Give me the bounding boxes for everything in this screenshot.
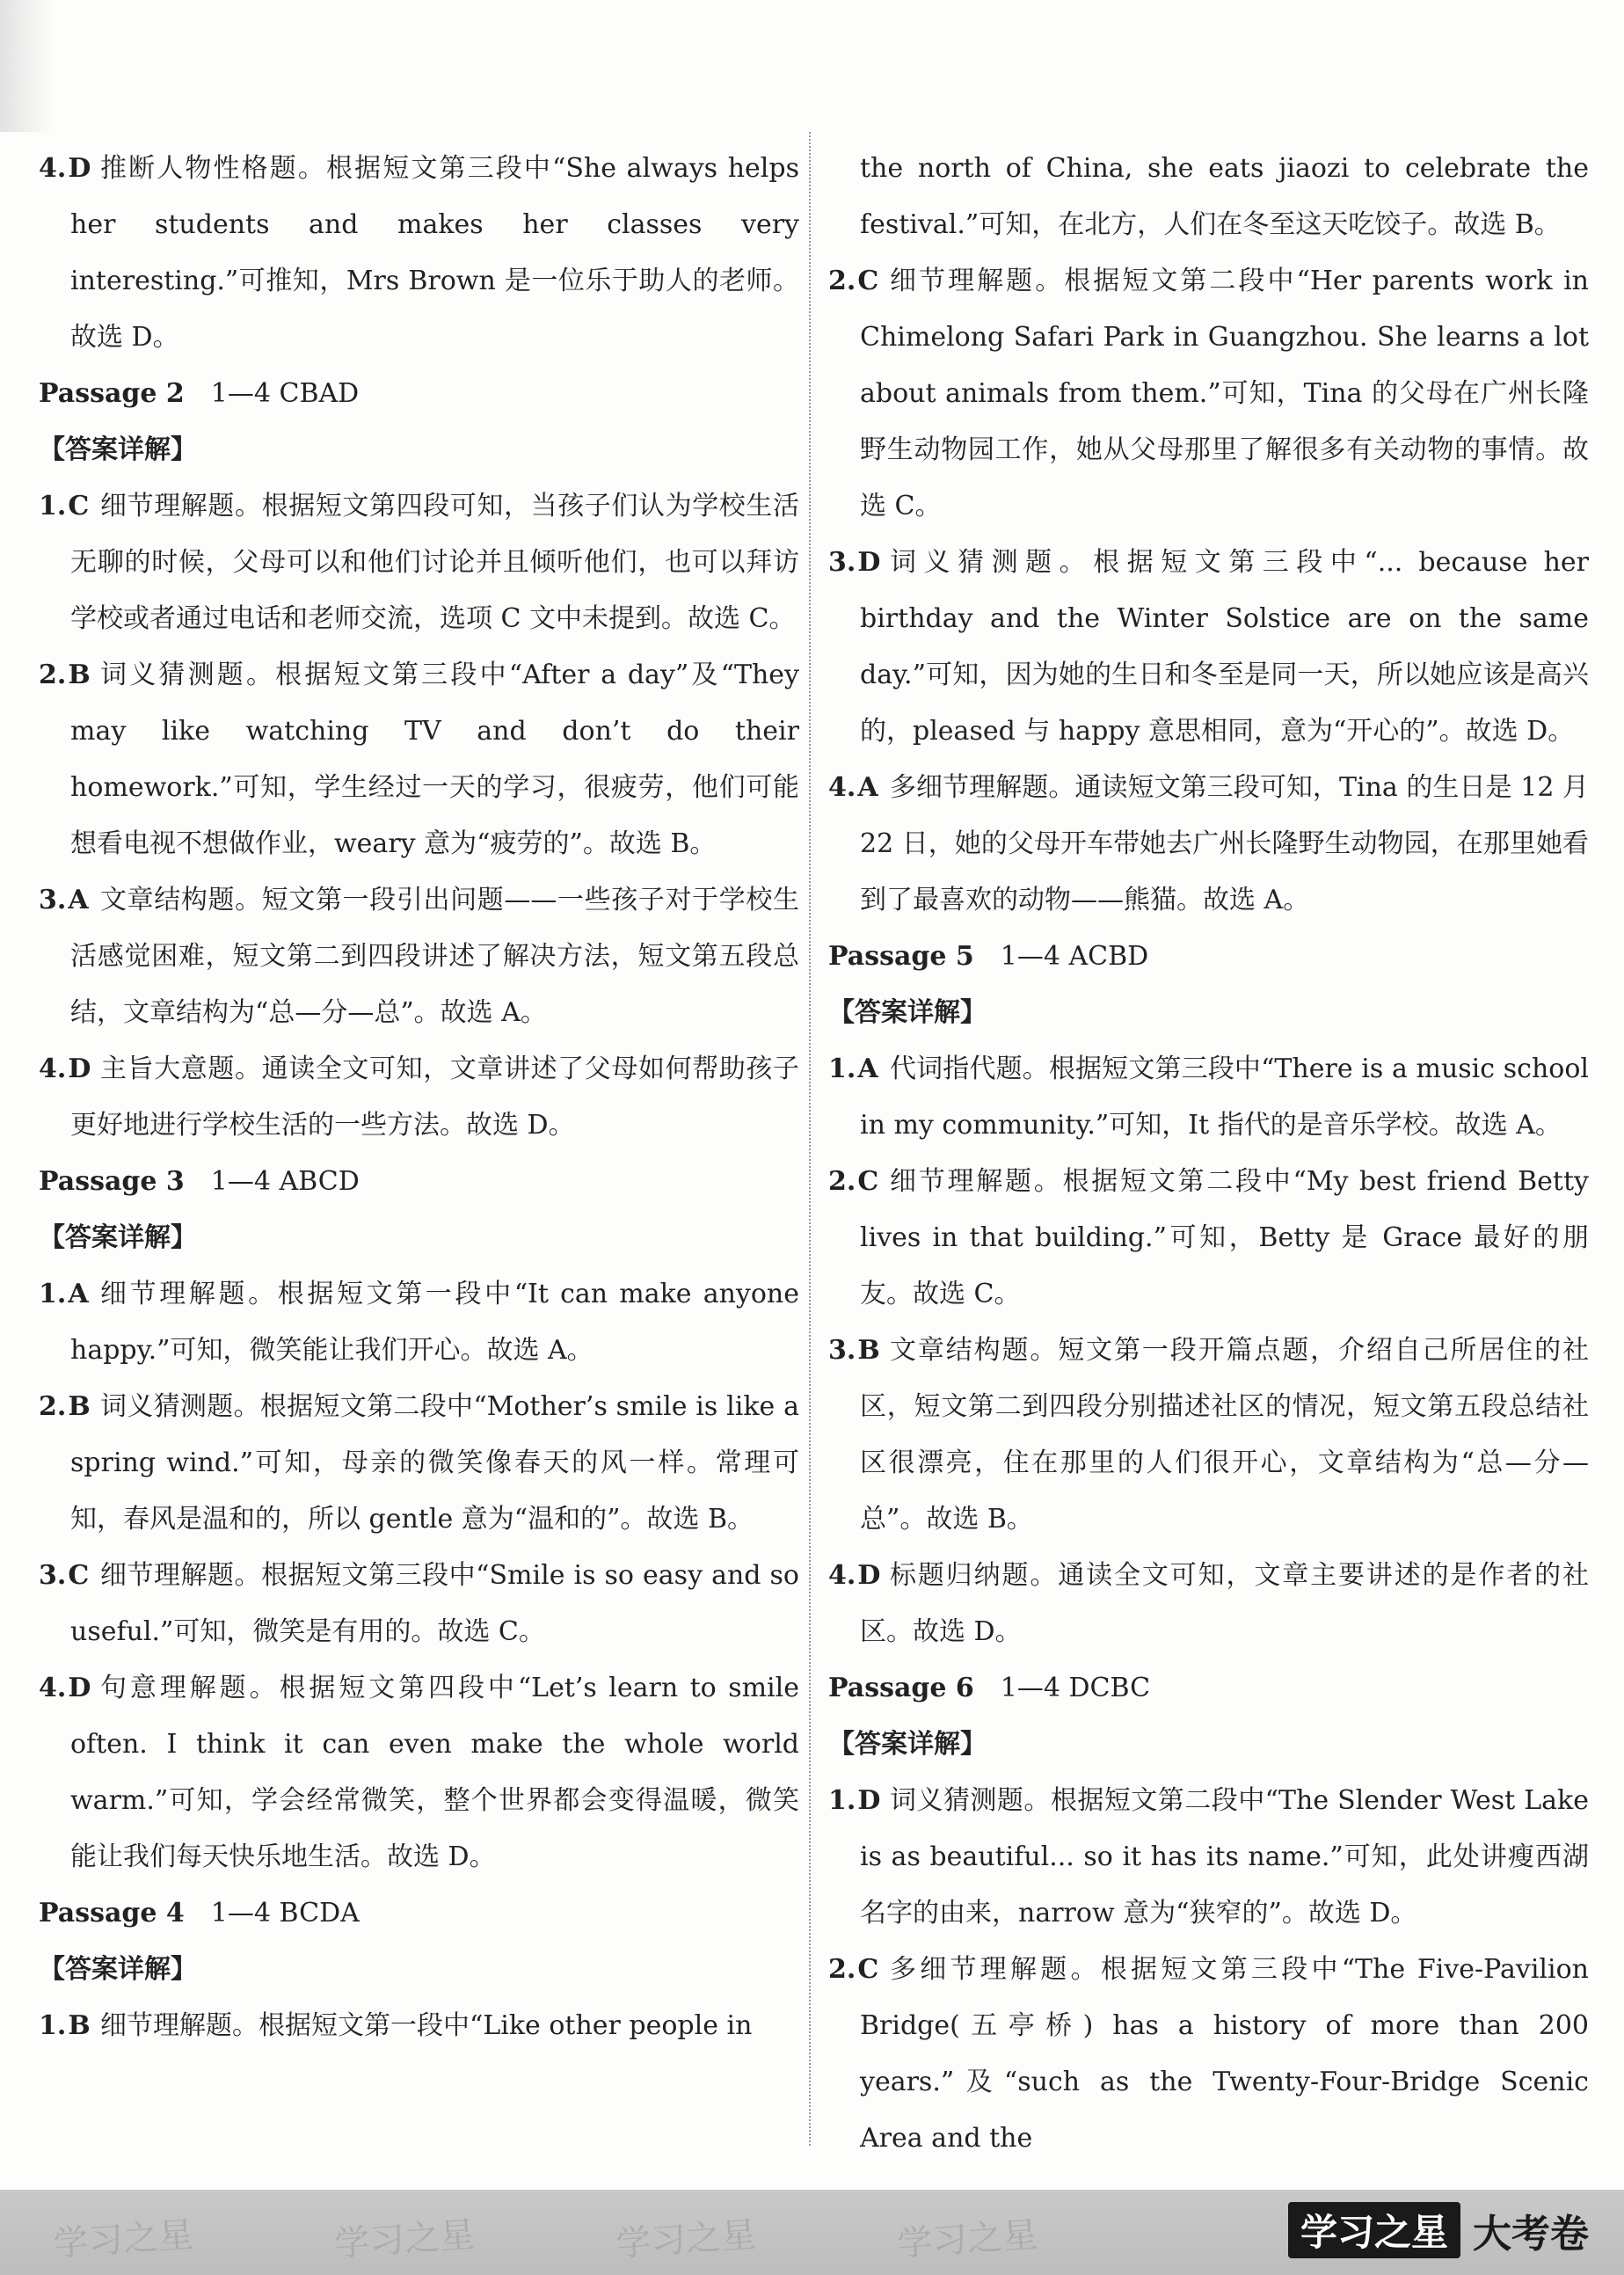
explanation-text: 多细节理解题。根据短文第三段中“The Five-Pavilion Bridge(五亭桥) has a history of more than 200 years.”及“such as the Twenty-Four-Bridge Scenic Area and the bbox=[860, 1954, 1589, 2154]
question-index: 1. bbox=[828, 1785, 856, 1816]
answer-explanation bbox=[39, 1041, 799, 1154]
passage-answers: 1—4 CBAD bbox=[210, 378, 360, 409]
question-number bbox=[39, 647, 91, 704]
brand-logo-mark: 学习之星 bbox=[1288, 2202, 1460, 2258]
footer-watermark: 学习之星 bbox=[51, 2214, 195, 2265]
answer-letter: A bbox=[68, 1279, 89, 1309]
explanation-text: 标题归纳题。通读全文可知，文章主要讲述的是作者的社区。故选 D。 bbox=[860, 1560, 1589, 1647]
answer-explanation bbox=[39, 1998, 799, 2054]
explanation-text: 推断人物性格题。根据短文第三段中“She always helps her students and makes her classes very interesting.”可推知，Mrs Brown 是一位乐于助人的老师。故选 D。 bbox=[70, 153, 799, 353]
answer-letter: D bbox=[68, 1673, 91, 1703]
explanation-text: 词义猜测题。根据短文第二段中“The Slender West Lake is as beautiful... so it has its name.”可知，此处讲瘦西湖名字的由来，narrow 意为“狭窄的”。故选 D。 bbox=[860, 1785, 1589, 1929]
question-index: 4. bbox=[828, 1560, 856, 1591]
page-edge-shadow bbox=[0, 0, 53, 132]
question-index: 4. bbox=[39, 1054, 67, 1084]
answer-letter: B bbox=[68, 660, 91, 690]
answer-explanation bbox=[39, 141, 799, 366]
answer-explanation bbox=[39, 647, 799, 872]
passage-answers: 1—4 DCBC bbox=[1000, 1673, 1151, 1703]
explanation-text: 句意理解题。根据短文第四段中“Let’s learn to smile often. I think it can even make the whole world warm.”可知，学会经常微笑，整个世界都会变得温暖，微笑能让我们每天快乐地生活。故选 D。 bbox=[70, 1673, 799, 1872]
answer-letter: C bbox=[857, 1954, 879, 1985]
answer-explanation bbox=[39, 1660, 799, 1885]
answer-explanation bbox=[39, 1379, 799, 1548]
explanation-continued: the north of China, she eats jiaozi to celebrate the festival.”可知，在北方，人们在冬至这天吃饺子。故选 B。 bbox=[860, 153, 1589, 240]
explanation-text: 代词指代题。根据短文第三段中“There is a music school in my community.”可知，It 指代的是音乐学校。故选 A。 bbox=[860, 1054, 1589, 1141]
question-index: 4. bbox=[39, 1673, 67, 1703]
answer-explanation bbox=[828, 760, 1589, 929]
answer-letter: C bbox=[857, 1166, 879, 1197]
footer-watermark: 学习之星 bbox=[614, 2214, 758, 2265]
answer-letter: A bbox=[68, 885, 89, 915]
passage-title: Passage 6 bbox=[828, 1673, 974, 1703]
question-number bbox=[39, 1041, 91, 1097]
answer-explanation bbox=[828, 253, 1589, 535]
answer-explanation bbox=[828, 1154, 1589, 1323]
question-index: 3. bbox=[39, 885, 67, 915]
explanation-text: 细节理解题。根据短文第一段中“Like other people in bbox=[100, 2010, 753, 2041]
answer-letter: B bbox=[68, 1391, 91, 1422]
answer-letter: D bbox=[68, 1054, 91, 1084]
answer-letter: A bbox=[857, 1054, 878, 1084]
answer-letter: B bbox=[68, 2010, 91, 2041]
answer-detail-heading: 【答案详解】 bbox=[39, 1954, 197, 1985]
answer-detail-heading: 【答案详解】 bbox=[39, 434, 197, 465]
question-number bbox=[828, 253, 878, 310]
answer-detail-heading: 【答案详解】 bbox=[39, 1222, 197, 1253]
explanation-text: 主旨大意题。通读全文可知，文章讲述了父母如何帮助孩子更好地进行学校生活的一些方法。故选 D。 bbox=[70, 1054, 799, 1141]
answer-letter: A bbox=[857, 772, 878, 803]
question-index: 4. bbox=[39, 153, 67, 184]
question-index: 1. bbox=[39, 2010, 67, 2041]
question-number bbox=[828, 535, 880, 591]
answer-letter: D bbox=[857, 1560, 881, 1591]
answer-letter: C bbox=[857, 266, 879, 296]
question-index: 3. bbox=[39, 1560, 67, 1591]
answer-letter: B bbox=[857, 1335, 880, 1366]
question-index: 4. bbox=[828, 772, 856, 803]
answer-letter: C bbox=[68, 1560, 90, 1591]
question-number bbox=[39, 1998, 91, 2054]
answer-explanation bbox=[39, 1266, 799, 1379]
question-number bbox=[828, 1773, 880, 1829]
question-index: 2. bbox=[828, 1954, 856, 1985]
question-index: 3. bbox=[828, 547, 856, 578]
explanation-text: 细节理解题。根据短文第三段中“Smile is so easy and so useful.”可知，微笑是有用的。故选 C。 bbox=[70, 1560, 799, 1647]
left-column bbox=[39, 141, 799, 2054]
column-divider bbox=[809, 132, 811, 2146]
answer-letter: D bbox=[857, 1785, 881, 1816]
explanation-text: 文章结构题。短文第一段开篇点题，介绍自己所居住的社区，短文第二到四段分别描述社区的情况，短文第五段总结社区很漂亮，住在那里的人们很开心，文章结构为“总—分—总”。故选 B。 bbox=[860, 1335, 1589, 1535]
question-number bbox=[828, 1323, 880, 1379]
passage-title: Passage 3 bbox=[39, 1166, 185, 1197]
question-index: 2. bbox=[39, 1391, 67, 1422]
explanation-text: 词义猜测题。根据短文第二段中“Mother’s smile is like a spring wind.”可知，母亲的微笑像春天的风一样。常理可知，春风是温和的，所以 gentle 意为“温和的”。故选 B。 bbox=[70, 1391, 799, 1535]
question-number bbox=[39, 872, 89, 929]
passage-answers: 1—4 ACBD bbox=[1000, 941, 1149, 972]
answer-explanation bbox=[39, 478, 799, 647]
question-number bbox=[828, 1154, 878, 1210]
question-number bbox=[828, 1942, 878, 1998]
passage-answer-key bbox=[828, 929, 1589, 985]
passage-title: Passage 2 bbox=[39, 378, 185, 409]
question-index: 1. bbox=[828, 1054, 856, 1084]
question-index: 3. bbox=[828, 1335, 856, 1366]
question-index: 2. bbox=[828, 1166, 856, 1197]
answer-explanation bbox=[39, 1548, 799, 1660]
explanation-text: 细节理解题。根据短文第二段中“Her parents work in Chimelong Safari Park in Guangzhou. She learns a lot about animals from them.”可知，Tina 的父母在广州长隆野生动物园工作，她从父母那里了解很多有关动物的事情。故选 C。 bbox=[860, 266, 1589, 521]
answer-explanation bbox=[828, 1323, 1589, 1548]
brand-logo bbox=[1288, 2198, 1589, 2262]
right-column bbox=[828, 141, 1589, 2167]
question-number bbox=[39, 1379, 91, 1435]
question-number bbox=[39, 1660, 91, 1717]
passage-answer-key bbox=[39, 1885, 799, 1942]
question-index: 1. bbox=[39, 1279, 67, 1309]
passage-title: Passage 4 bbox=[39, 1898, 185, 1929]
footer-watermark: 学习之星 bbox=[895, 2214, 1039, 2265]
explanation-text: 词义猜测题。根据短文第三段中“After a day”及“They may like watching TV and don’t do their homework.”可知，学生经过一天的学习，很疲劳，他们可能想看电视不想做作业，weary 意为“疲劳的”。故选 B。 bbox=[70, 660, 799, 859]
question-number bbox=[828, 1041, 878, 1097]
question-index: 2. bbox=[828, 266, 856, 296]
answer-detail-heading: 【答案详解】 bbox=[828, 997, 987, 1028]
passage-answers: 1—4 ABCD bbox=[210, 1166, 360, 1197]
question-number bbox=[39, 1548, 89, 1604]
question-number bbox=[828, 760, 878, 816]
answer-explanation bbox=[39, 872, 799, 1041]
passage-answers: 1—4 BCDA bbox=[210, 1898, 360, 1929]
answer-letter: D bbox=[68, 153, 91, 184]
explanation-text: 多细节理解题。通读短文第三段可知，Tina 的生日是 12 月 22 日，她的父母开车带她去广州长隆野生动物园，在那里她看到了最喜欢的动物——熊猫。故选 A。 bbox=[860, 772, 1589, 915]
explanation-text: 细节理解题。根据短文第二段中“My best friend Betty lives in that building.”可知，Betty 是 Grace 最好的朋友。故选 C。 bbox=[860, 1166, 1589, 1309]
question-number bbox=[828, 1548, 880, 1604]
answer-detail-heading: 【答案详解】 bbox=[828, 1729, 987, 1760]
passage-title: Passage 5 bbox=[828, 941, 974, 972]
answer-explanation bbox=[828, 1942, 1589, 2167]
answer-explanation bbox=[828, 1773, 1589, 1942]
explanation-text: 词义猜测题。根据短文第三段中“... because her birthday and the Winter Solstice are on the same day.”可知，因为她的生日和冬至是同一天，所以她应该是高兴的，pleased 与 happy 意思相同，意为“开心的”。故选 D。 bbox=[860, 547, 1589, 747]
question-number bbox=[39, 141, 91, 197]
answer-explanation bbox=[828, 535, 1589, 760]
question-number bbox=[39, 478, 89, 535]
footer-watermark: 学习之星 bbox=[332, 2214, 477, 2265]
answer-explanation bbox=[828, 1548, 1589, 1660]
explanation-text: 细节理解题。根据短文第一段中“It can make anyone happy.”可知，微笑能让我们开心。故选 A。 bbox=[70, 1279, 799, 1366]
question-index: 1. bbox=[39, 491, 67, 521]
explanation-text: 文章结构题。短文第一段引出问题——一些孩子对于学校生活感觉困难，短文第二到四段讲述了解决方法，短文第五段总结，文章结构为“总—分—总”。故选 A。 bbox=[70, 885, 799, 1028]
answer-explanation bbox=[828, 1041, 1589, 1154]
passage-answer-key bbox=[39, 366, 799, 422]
brand-series-name: 大考卷 bbox=[1473, 2212, 1589, 2257]
answer-letter: D bbox=[857, 547, 881, 578]
passage-answer-key bbox=[828, 1660, 1589, 1717]
question-index: 2. bbox=[39, 660, 67, 690]
question-number bbox=[39, 1266, 89, 1323]
answer-letter: C bbox=[68, 491, 90, 521]
explanation-text: 细节理解题。根据短文第四段可知，当孩子们认为学校生活无聊的时候，父母可以和他们讨论并且倾听他们，也可以拜访学校或者通过电话和老师交流，选项 C 文中未提到。故选 C。 bbox=[70, 491, 799, 634]
passage-answer-key bbox=[39, 1154, 799, 1210]
